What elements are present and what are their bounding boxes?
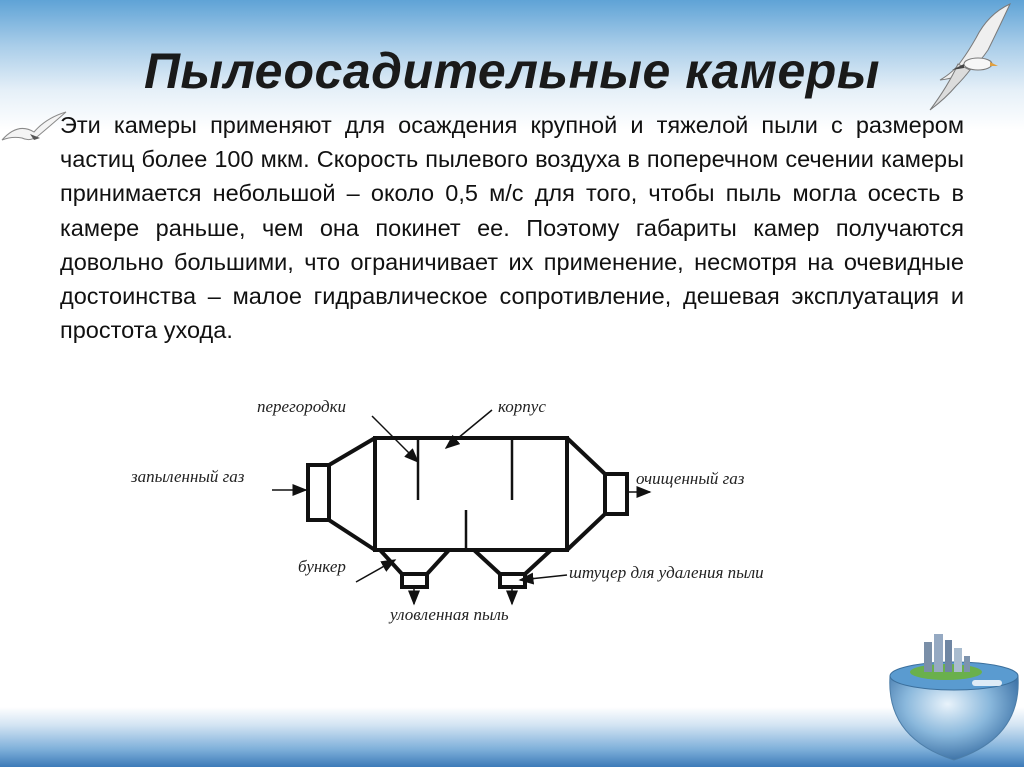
inlet-flange: [308, 465, 329, 520]
slide-body-text: Эти камеры применяют для осаждения крупной и тяжелой пыли с размером частиц более 100 мкм. Скорость пылевого воздуха в поперечном сечении камеры принимается небольшой – около 0,5 м/с для того, чтобы пыль могла осесть в камере раньше, чем она покинет ее. Поэтому габариты камер получаются довольно большими, что ограничивает их применение, несмотря на очевидные достоинства – малое гидравлическое сопротивление, дешевая эксплуатация и простота ухода.: [60, 112, 964, 344]
outlet-flange: [605, 474, 627, 514]
label-collected: уловленная пыль: [390, 605, 509, 624]
label-inlet: запыленный газ: [131, 467, 245, 486]
inlet-diffuser: [329, 438, 375, 550]
label-outlet: очищенный газ: [636, 469, 745, 488]
label-hopper: бункер: [298, 557, 346, 576]
label-partitions: перегородки: [257, 397, 347, 416]
hopper-pointer: [356, 560, 395, 582]
nozzle-left: [402, 574, 427, 587]
housing-pointer: [446, 410, 492, 448]
city-globe-icon: [884, 628, 1024, 763]
nozzle-pointer: [520, 575, 567, 580]
hopper-right: [474, 550, 551, 574]
label-nozzle: штуцер для удаления пыли: [569, 563, 764, 582]
label-housing: корпус: [498, 397, 546, 416]
outlet-confuser: [567, 438, 605, 550]
slide-title: Пылеосадительные камеры: [143, 43, 881, 99]
chamber-housing: [375, 438, 567, 550]
